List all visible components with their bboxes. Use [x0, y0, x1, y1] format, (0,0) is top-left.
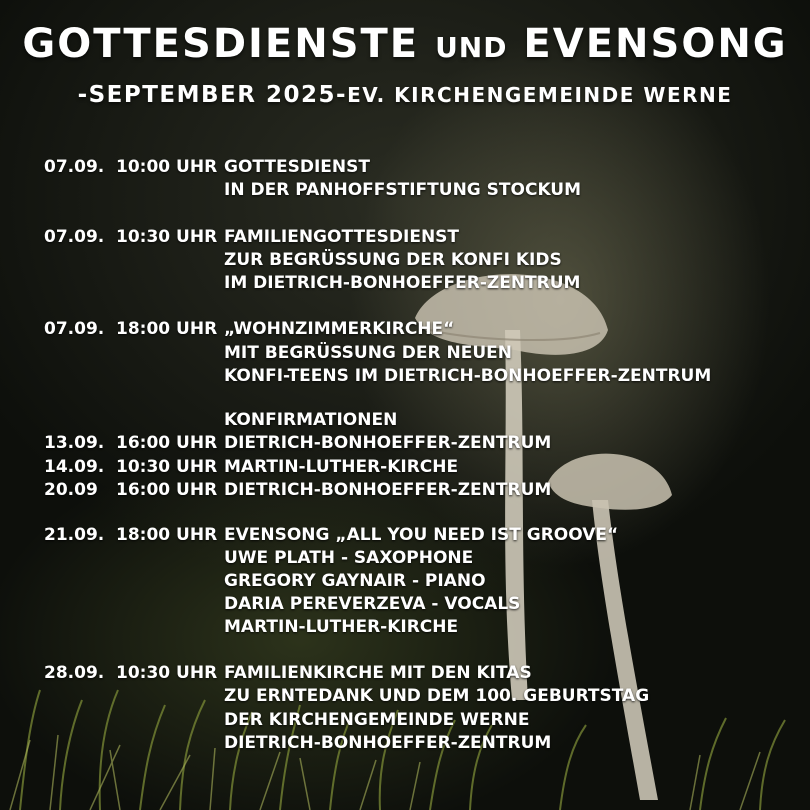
- schedule-time: 16:00 UHR: [116, 480, 218, 500]
- schedule-text: KONFI-TEENS IM DIETRICH-BONHOEFFER-ZENTRUM: [224, 366, 712, 386]
- title-part-1: GOTTESDIENSTE: [22, 21, 420, 67]
- schedule-text: ZUR BEGRÜSSUNG DER KONFI KIDS: [224, 250, 562, 270]
- schedule-line: [0, 408, 810, 432]
- schedule-line: [0, 569, 810, 593]
- schedule-text: MARTIN-LUTHER-KIRCHE: [224, 617, 459, 637]
- schedule-date: 07.09.: [44, 319, 105, 339]
- schedule-time: 10:30 UHR: [116, 227, 218, 247]
- schedule-time: 18:00 UHR: [116, 525, 218, 545]
- schedule-text: DER KIRCHENGEMEINDE WERNE: [224, 710, 530, 730]
- schedule-text: DIETRICH-BONHOEFFER-ZENTRUM: [224, 480, 552, 500]
- schedule-time: 18:00 UHR: [116, 319, 218, 339]
- schedule-line: [0, 615, 810, 639]
- schedule-time: 10:30 UHR: [116, 663, 218, 683]
- schedule-text: DIETRICH-BONHOEFFER-ZENTRUM: [224, 733, 552, 753]
- schedule-line: [0, 708, 810, 732]
- schedule-text: KONFIRMATIONEN: [224, 410, 398, 430]
- schedule-line: [0, 317, 810, 341]
- title-part-2: UND: [435, 31, 508, 64]
- schedule-line: [0, 248, 810, 272]
- schedule-date: 07.09.: [44, 157, 105, 177]
- schedule-text: MARTIN-LUTHER-KIRCHE: [224, 457, 459, 477]
- schedule-date: 21.09.: [44, 525, 105, 545]
- schedule-date: 14.09.: [44, 457, 105, 477]
- subtitle-parish: EV. KIRCHENGEMEINDE WERNE: [347, 83, 733, 107]
- subtitle-month: -SEPTEMBER 2025-: [77, 82, 348, 108]
- schedule-line: [0, 341, 810, 365]
- schedule-line: [0, 178, 810, 202]
- schedule-text: GREGORY GAYNAIR - PIANO: [224, 571, 486, 591]
- schedule-text: IM DIETRICH-BONHOEFFER-ZENTRUM: [224, 273, 581, 293]
- schedule-line: [0, 684, 810, 708]
- schedule-line: [0, 523, 810, 547]
- schedule-text: IN DER PANHOFFSTIFTUNG STOCKUM: [224, 180, 582, 200]
- schedule-line: [0, 455, 810, 479]
- schedule-date: 28.09.: [44, 663, 105, 683]
- schedule-line: [0, 546, 810, 570]
- title-part-3: EVENSONG: [523, 21, 788, 67]
- schedule-line: [0, 225, 810, 249]
- schedule-text: DARIA PEREVERZEVA - VOCALS: [224, 594, 521, 614]
- schedule-date: 13.09.: [44, 433, 105, 453]
- schedule-line: [0, 661, 810, 685]
- schedule-line: [0, 271, 810, 295]
- schedule-time: 10:00 UHR: [116, 157, 218, 177]
- schedule-text: FAMILIENKIRCHE MIT DEN KITAS: [224, 663, 532, 683]
- schedule-text: EVENSONG „ALL YOU NEED IST GROOVE“: [224, 525, 619, 545]
- schedule-date: 20.09: [44, 480, 98, 500]
- schedule-line: [0, 731, 810, 755]
- schedule-text: UWE PLATH - SAXOPHONE: [224, 548, 474, 568]
- schedule-text: MIT BEGRÜSSUNG DER NEUEN: [224, 343, 513, 363]
- schedule-text: FAMILIENGOTTESDIENST: [224, 227, 460, 247]
- schedule-text: „WOHNZIMMERKIRCHE“: [224, 319, 455, 339]
- schedule-date: 07.09.: [44, 227, 105, 247]
- schedule-line: [0, 364, 810, 388]
- schedule-time: 16:00 UHR: [116, 433, 218, 453]
- schedule-line: [0, 478, 810, 502]
- schedule-text: DIETRICH-BONHOEFFER-ZENTRUM: [224, 433, 552, 453]
- schedule-line: [0, 431, 810, 455]
- schedule-line: [0, 155, 810, 179]
- schedule-time: 10:30 UHR: [116, 457, 218, 477]
- schedule-text: GOTTESDIENST: [224, 157, 370, 177]
- schedule-text: ZU ERNTEDANK UND DEM 100. GEBURTSTAG: [224, 686, 650, 706]
- schedule-line: [0, 592, 810, 616]
